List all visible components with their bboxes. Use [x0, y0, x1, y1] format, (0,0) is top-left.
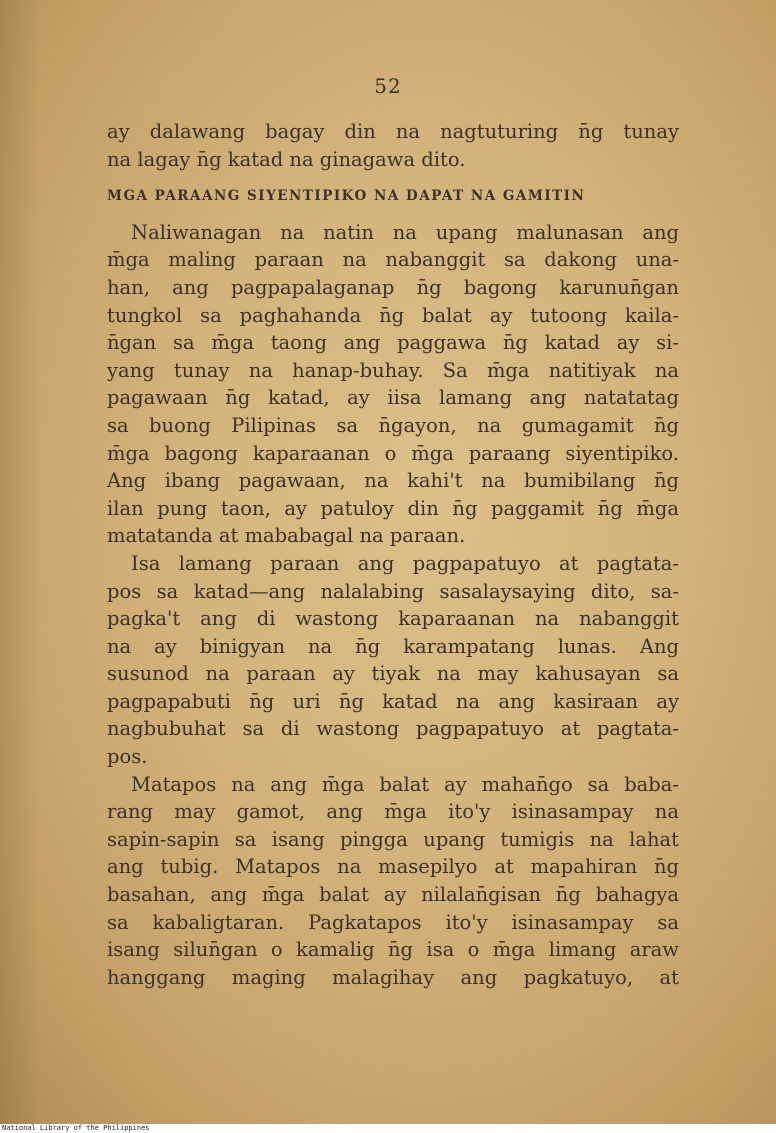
body-text — [107, 118, 679, 991]
paragraph-1 — [107, 219, 679, 550]
page-edge-stain — [0, 0, 40, 1124]
text-line: m̄ga maling paraan na nabanggit sa dakong una- — [107, 248, 679, 272]
text-line: na lagay n̄g katad na ginagawa dito. — [107, 147, 466, 171]
text-line: Matapos na ang m̄ga balat ay mahan̄go sa baba- — [131, 772, 679, 796]
text-line: han, ang pagpapalaganap n̄g bagong karunun̄gan — [107, 275, 679, 299]
text-line: basahan, ang m̄ga balat ay nilalan̄gisan n̄g bahagya — [107, 883, 679, 907]
text-line: matatanda at mababagal na paraan. — [107, 524, 466, 548]
text-line: Naliwanagan na natin na upang malunasan ang — [131, 220, 679, 244]
text-line: susunod na paraan ay tiyak na may kahusayan sa — [107, 662, 679, 686]
text-line: nagbubuhat sa di wastong pagpapatuyo at pagtata- — [107, 717, 679, 741]
text-line: Ang ibang pagawaan, na kahi't na bumibilang n̄g — [107, 469, 679, 493]
text-line: sapin-sapin sa isang pingga upang tumigis na lahat — [107, 827, 679, 851]
text-line: isang silun̄gan o kamalig n̄g isa o m̄ga limang araw — [107, 938, 679, 962]
text-line: ay dalawang bagay din na nagtuturing n̄g tunay — [107, 120, 679, 143]
section-heading: MGA PARAANG SIYENTIPIKO NA DAPAT NA GAMITIN — [107, 188, 586, 205]
text-line: ang tubig. Matapos na masepilyo at mapahiran n̄g — [107, 855, 679, 879]
text-line: ilan pung taon, ay patuloy din n̄g paggamit n̄g m̄ga — [107, 496, 679, 520]
text-line: m̄ga bagong kaparaanan o m̄ga paraang siyentipiko. — [107, 441, 679, 465]
text-line: sa kabaligtaran. Pagkatapos ito'y isinasampay sa — [107, 910, 679, 934]
paragraph-2 — [107, 550, 679, 771]
text-line: pagka't ang di wastong kaparaanan na nabanggit — [107, 607, 679, 631]
paragraph-3 — [107, 771, 679, 992]
text-line: na ay binigyan na n̄g karampatang lunas. Ang — [107, 634, 679, 658]
text-line: yang tunay na hanap-buhay. Sa m̄ga natitiyak na — [107, 358, 679, 382]
text-line: tungkol sa paghahanda n̄g balat ay tutoong kaila- — [107, 303, 679, 327]
intro-paragraph — [107, 118, 679, 173]
page-number: 52 — [374, 74, 402, 98]
text-line: Isa lamang paraan ang pagpapatuyo at pagtata- — [131, 551, 679, 575]
text-line: pos. — [107, 745, 148, 769]
text-line: n̄gan sa m̄ga taong ang paggawa n̄g katad ay si- — [107, 331, 679, 355]
text-line: sa buong Pilipinas sa n̄gayon, na gumagamit n̄g — [107, 413, 679, 437]
text-line: hanggang maging malagihay ang pagkatuyo, at — [107, 965, 679, 989]
text-line: pagawaan n̄g katad, ay iisa lamang ang natatatag — [107, 386, 679, 410]
text-line: rang may gamot, ang m̄ga ito'y isinasampay na — [107, 800, 679, 824]
text-line: pos sa katad—ang nalalabing sasalaysaying dito, sa- — [107, 579, 679, 603]
library-credit: National Library of the Philippines — [2, 1124, 776, 1133]
text-line: pagpapabuti n̄g uri n̄g katad na ang kasiraan ay — [107, 689, 679, 713]
